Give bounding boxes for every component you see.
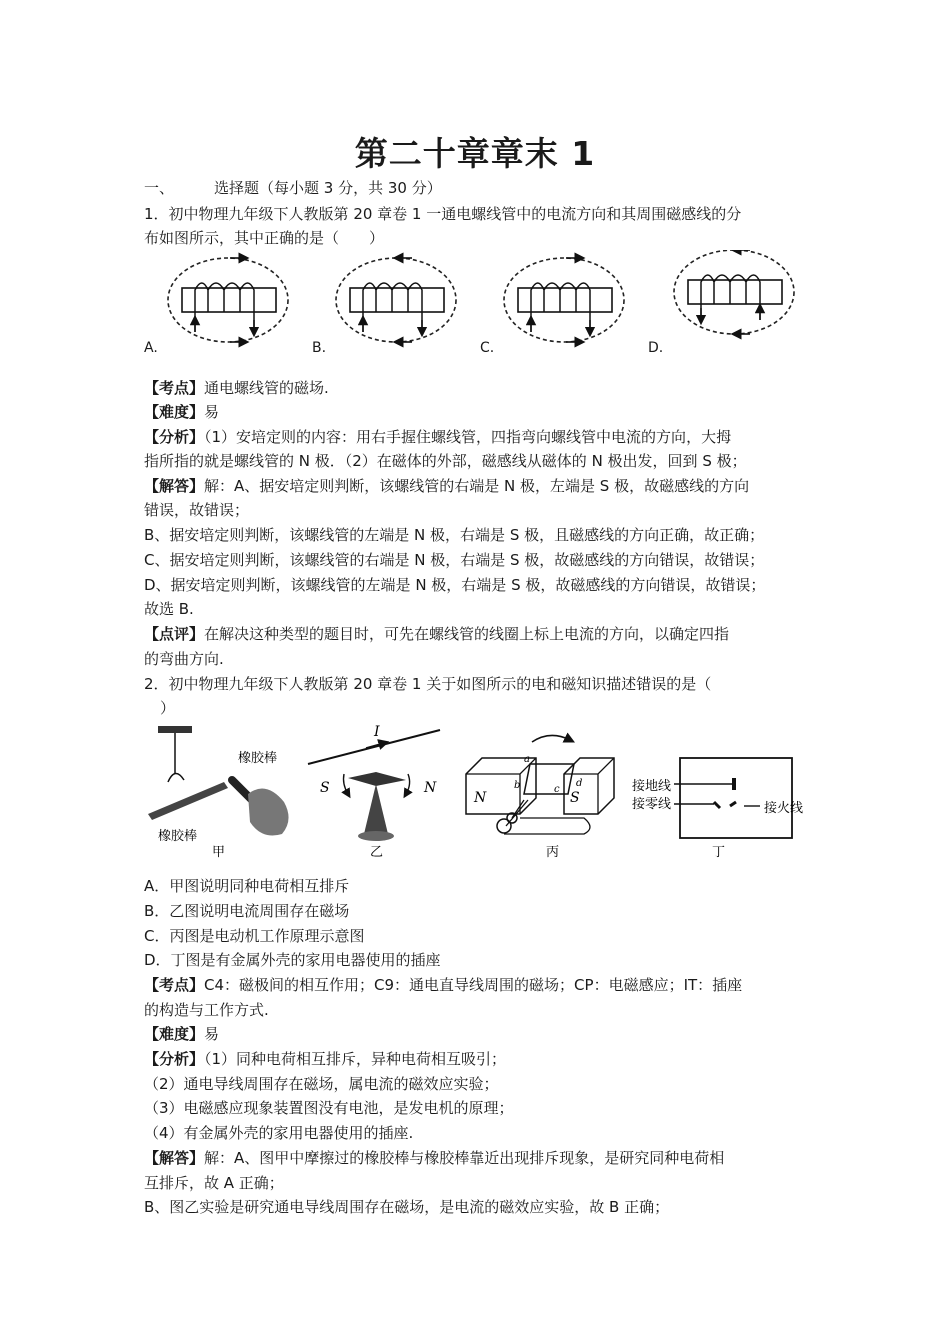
q1-nandu-text: 易 [204, 403, 220, 421]
page-title: 第二十章章末 1 [354, 134, 596, 173]
q2-stem-line2: ） [160, 699, 176, 717]
q1-fenxi [144, 425, 824, 449]
q1-option-label-c: C. [480, 340, 495, 356]
q1-option-label-a: A. [144, 340, 158, 356]
q2-fenxi-line1: （1）同种电荷相互排斥，异种电荷相互吸引； [204, 1050, 507, 1068]
section-header [144, 176, 824, 200]
rod-label-right: 橡胶棒 [238, 751, 278, 766]
current-label: I [374, 724, 380, 740]
figure-ding [632, 758, 803, 860]
coil-d-label: d [576, 778, 583, 789]
figure-bing [466, 735, 614, 860]
live-wire-label: 接火线 [764, 801, 804, 816]
caption-ding: 丁 [712, 845, 726, 860]
q2-stem-line1: 2．初中物理九年级下人教版第 20 章卷 1 关于如图所示的电和磁知识描述错误的是（ [144, 675, 712, 693]
q2-option-d: D．丁图是有金属外壳的家用电器使用的插座 [144, 951, 441, 969]
q1-jieda-line5: D、据安培定则判断，该螺线管的左端是 N 极，右端是 S 极，故磁感线的方向错误，故错误； [144, 576, 766, 594]
ground-wire-label: 接地线 [632, 779, 672, 794]
q2-option-c: C．丙图是电动机工作原理示意图 [144, 927, 365, 945]
q2-jieda-tag: 【解答】 [144, 1149, 205, 1167]
q2-jieda [144, 1146, 824, 1170]
q2-option-b: B．乙图说明电流周围存在磁场 [144, 902, 350, 920]
q2-nandu-tag: 【难度】 [144, 1025, 205, 1043]
q1-dianping-line1: 在解决这种类型的题目时，可先在螺线管的线圈上标上电流的方向，以确定四指 [204, 625, 730, 643]
q1-jieda-line2: 错误，故错误； [144, 501, 250, 519]
coil-a-label: a [524, 754, 530, 765]
q2-nandu [144, 1022, 824, 1046]
q1-fenxi-tag: 【分析】 [144, 428, 205, 446]
q2-kaodian-line2: 的构造与工作方式. [144, 1001, 269, 1019]
rod-label-left: 橡胶棒 [158, 829, 198, 844]
q2-fenxi-line2: （2）通电导线周围存在磁场，属电流的磁效应实验； [144, 1075, 499, 1093]
figure-yi [308, 724, 440, 860]
q1-stem-line2: 布如图所示，其中正确的是（ ） [144, 229, 385, 247]
q1-stem-line1: 1．初中物理九年级下人教版第 20 章卷 1 一通电螺线管中的电流方向和其周围磁感线的分 [144, 205, 742, 223]
q2-nandu-text: 易 [204, 1025, 220, 1043]
caption-jia: 甲 [212, 845, 226, 860]
q2-jieda-line1: 解：A、图甲中摩擦过的橡胶棒与橡胶棒靠近出现排斥现象，是研究同种电荷相 [204, 1149, 725, 1167]
section-number: 一、 [144, 179, 175, 197]
q1-jieda-line1: 解：A、据安培定则判断，该螺线管的右端是 N 极，左端是 S 极，故磁感线的方向 [204, 477, 750, 495]
q2-fenxi-line4: （4）有金属外壳的家用电器使用的插座. [144, 1124, 414, 1142]
magnet-s-label: S [570, 790, 580, 806]
q1-jieda-line6: 故选 B. [144, 600, 194, 618]
coil-b-label: b [514, 780, 521, 791]
q1-kaodian-tag: 【考点】 [144, 379, 205, 397]
solenoid-b [336, 258, 456, 342]
q2-option-a: A．甲图说明同种电荷相互排斥 [144, 877, 350, 895]
q1-option-label-b: B. [312, 340, 327, 356]
caption-yi: 乙 [370, 845, 384, 860]
q1-nandu-tag: 【难度】 [144, 403, 205, 421]
needle-n-label: N [424, 780, 437, 796]
q2-kaodian-tag: 【考点】 [144, 976, 205, 994]
q2-fenxi-line3: （3）电磁感应现象装置图没有电池，是发电机的原理； [144, 1099, 514, 1117]
q1-fenxi-line2: 指所指的就是螺线管的 N 极．（2）在磁体的外部，磁感线从磁体的 N 极出发，回到 S 极； [144, 452, 747, 470]
q2-jieda-line2: 互排斥，故 A 正确； [144, 1174, 284, 1192]
solenoid-d [674, 250, 794, 334]
q2-kaodian-line1: C4：磁极间的相互作用；C9：通电直导线周围的磁场；CP：电磁感应；IT：插座 [204, 976, 743, 994]
neutral-wire-label: 接零线 [632, 797, 672, 812]
q2-fenxi-tag: 【分析】 [144, 1050, 205, 1068]
q2-figure [144, 722, 824, 862]
section-heading: 选择题（每小题 3 分，共 30 分） [214, 179, 442, 197]
q1-kaodian [144, 376, 824, 400]
q1-jieda-line3: B、据安培定则判断，该螺线管的左端是 N 极，右端是 S 极，且磁感线的方向正确，故正确； [144, 526, 765, 544]
q2-kaodian [144, 973, 824, 997]
caption-bing: 丙 [546, 845, 560, 860]
q1-jieda-line4: C、据安培定则判断，该螺线管的右端是 N 极，右端是 S 极，故磁感线的方向错误，故错误； [144, 551, 765, 569]
q1-kaodian-text: 通电螺线管的磁场. [204, 379, 329, 397]
needle-s-label: S [320, 780, 330, 796]
figure-jia [148, 726, 289, 860]
q1-option-label-d: D. [648, 340, 664, 356]
q1-fenxi-line1: （1）安培定则的内容：用右手握住螺线管，四指弯向螺线管中电流的方向，大拇 [204, 428, 732, 446]
coil-c-label: c [554, 784, 560, 795]
q1-dianping [144, 622, 824, 646]
q1-nandu [144, 400, 824, 424]
solenoid-a [168, 258, 288, 342]
q1-dianping-line2: 的弯曲方向. [144, 650, 224, 668]
q2-jieda-line3: B、图乙实验是研究通电导线周围存在磁场，是电流的磁效应实验，故 B 正确； [144, 1198, 670, 1216]
solenoid-c [504, 258, 624, 342]
q1-jieda-tag: 【解答】 [144, 477, 205, 495]
q2-fenxi [144, 1047, 824, 1071]
q1-dianping-tag: 【点评】 [144, 625, 205, 643]
magnet-n-label: N [474, 790, 487, 806]
q1-jieda [144, 474, 824, 498]
